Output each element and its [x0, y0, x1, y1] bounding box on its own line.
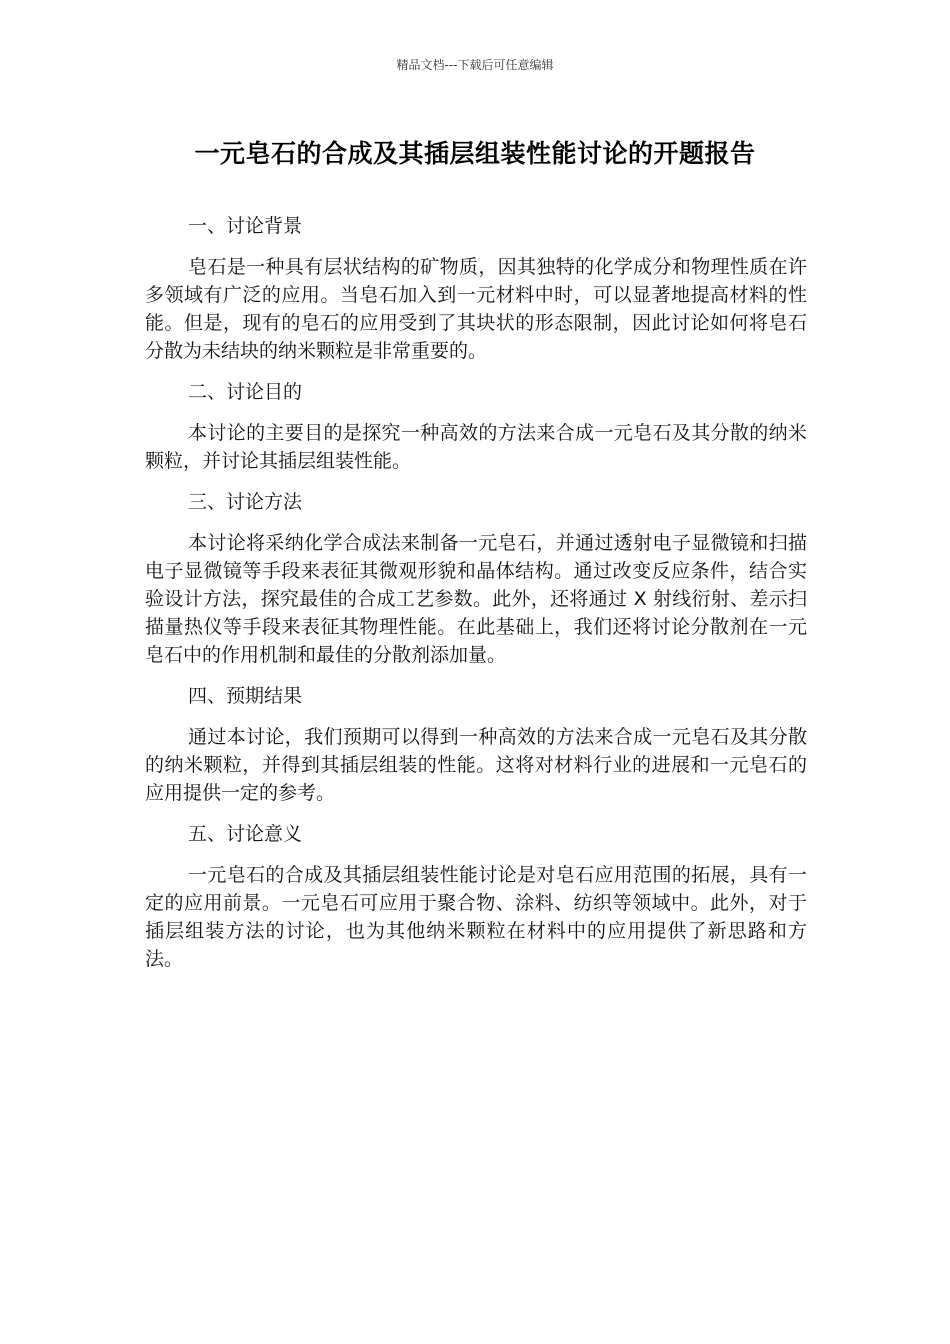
section-heading-significance: 五、讨论意义 — [188, 823, 303, 845]
document-body — [145, 212, 807, 986]
page-header-note: 精品文档---下载后可任意编辑 — [396, 58, 554, 72]
document-title: 一元皂石的合成及其插层组装性能讨论的开题报告 — [194, 139, 756, 168]
section-paragraph-method: 本讨论将采纳化学合成法来制备一元皂石，并通过透射电子显微镜和扫描电子显微镜等手段来表征其微观形貌和晶体结构。通过改变反应条件，结合实验设计方法，探究最佳的合成工艺参数。此外，还将通过 X 射线衍射、差示扫描量热仪等手段来表征其物理性能。在此基础上，我们还将讨论分散剂在一元皂石中的作用机制和最佳的分散剂添加量。 — [145, 532, 807, 666]
section-paragraph-background: 皂石是一种具有层状结构的矿物质，因其独特的化学成分和物理性质在许多领域有广泛的应用。当皂石加入到一元材料中时，可以显著地提高材料的性能。但是，现有的皂石的应用受到了其块状的形态限制，因此讨论如何将皂石分散为未结块的纳米颗粒是非常重要的。 — [145, 256, 807, 362]
section-paragraph-significance: 一元皂石的合成及其插层组装性能讨论是对皂石应用范围的拓展，具有一定的应用前景。一元皂石可应用于聚合物、涂料、纺织等领域中。此外，对于插层组装方法的讨论，也为其他纳米颗粒在材料中的应用提供了新思路和方法。 — [145, 864, 807, 970]
section-paragraph-purpose: 本讨论的主要目的是探究一种高效的方法来合成一元皂石及其分散的纳米颗粒，并讨论其插层组装性能。 — [145, 422, 807, 472]
section-paragraph-expected-results: 通过本讨论，我们预期可以得到一种高效的方法来合成一元皂石及其分散的纳米颗粒，并得到其插层组装的性能。这将对材料行业的进展和一元皂石的应用提供一定的参考。 — [145, 726, 807, 804]
section-heading-method: 三、讨论方法 — [188, 491, 303, 513]
section-heading-expected-results: 四、预期结果 — [188, 685, 303, 707]
section-heading-background: 一、讨论背景 — [188, 215, 303, 237]
section-heading-purpose: 二、讨论目的 — [188, 381, 303, 403]
